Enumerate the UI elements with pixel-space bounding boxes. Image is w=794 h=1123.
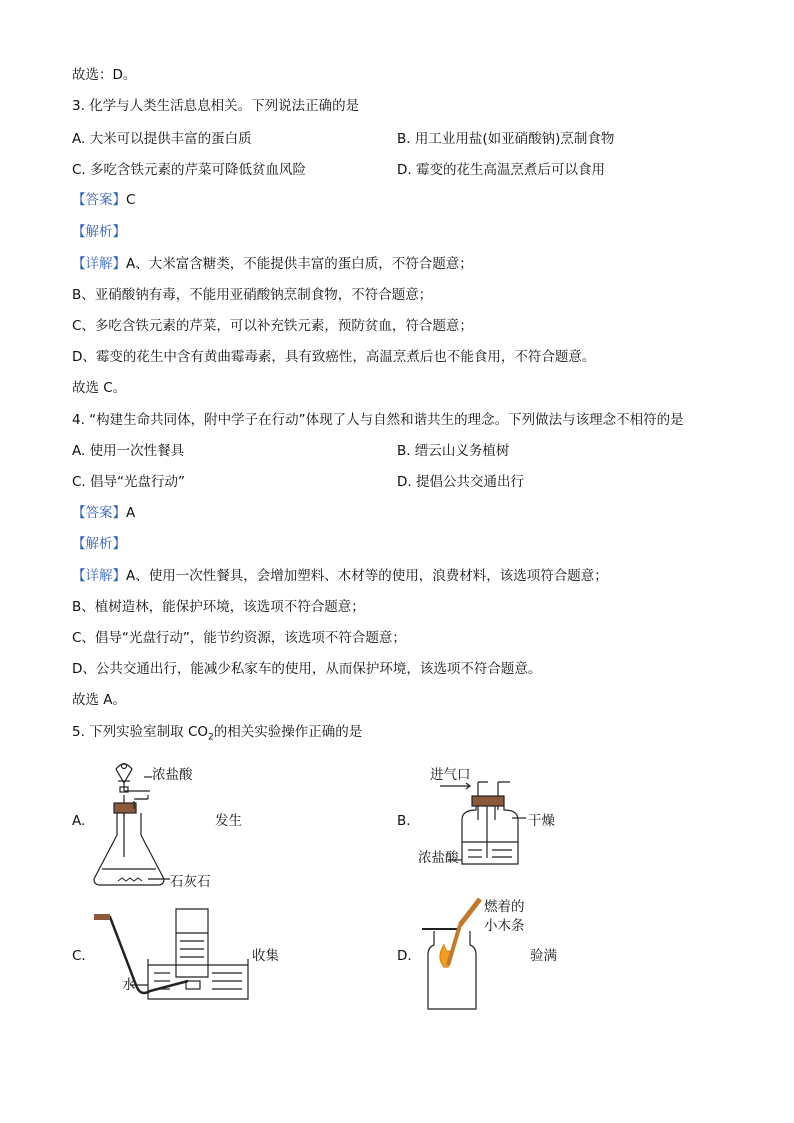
figure-d-label: 验满	[530, 948, 557, 964]
figure-d-stick-label-1: 燃着的	[484, 899, 525, 915]
explain-text: A、大米富含糖类，不能提供丰富的蛋白质，不符合题意；	[126, 256, 473, 272]
answer-tag: 【答案】	[72, 505, 126, 521]
prev-answer-line: 故选：D。	[72, 67, 137, 83]
q4-explain-d: D、公共交通出行，能减少私家车的使用，从而保护环境，该选项不符合题意。	[72, 661, 542, 677]
q3-option-d: D. 霉变的花生高温烹煮后可以食用	[397, 162, 605, 178]
figure-d-bottle-with-stick	[418, 895, 488, 1013]
question-4-stem: 4. “构建生命共同体，附中学子在行动”体现了人与自然和谐共生的理念。下列做法与该理念不相符的是	[72, 412, 684, 428]
detail-tag: 【详解】	[72, 568, 126, 584]
figure-c-label: 收集	[252, 948, 279, 964]
q3-option-b: B. 用工业用盐(如亚硝酸钠)烹制食物	[397, 131, 615, 147]
q5-stem-pre: 5. 下列实验室制取 CO	[72, 724, 209, 740]
q4-option-b: B. 缙云山义务植树	[397, 443, 510, 459]
q4-answer	[72, 504, 135, 522]
q4-option-d: D. 提倡公共交通出行	[397, 474, 524, 490]
figure-a-flask-apparatus	[88, 757, 178, 892]
question-3-stem: 3. 化学与人类生活息息相关。下列说法正确的是	[72, 98, 360, 114]
q5-subscript: 2	[208, 732, 214, 743]
q3-explain-d: D、霉变的花生中含有黄曲霉毒素，具有致癌性，高温烹煮后也不能食用，不符合题意。	[72, 349, 596, 365]
figure-d-stick-label-2: 小木条	[484, 918, 525, 934]
answer-value: A	[126, 505, 136, 521]
figure-d-letter: D.	[397, 948, 412, 964]
detail-tag: 【详解】	[72, 256, 126, 272]
figure-c-water-label: 水	[122, 977, 136, 993]
explain-text: A、使用一次性餐具，会增加塑料、木材等的使用，浪费材料，该选项符合题意；	[126, 568, 608, 584]
q4-explain-c: C、倡导“光盘行动”，能节约资源，该选项不符合题意；	[72, 630, 406, 646]
figure-b-inlet-label: 进气口	[430, 767, 471, 783]
figure-a-label: 发生	[215, 813, 242, 829]
q4-analysis-tag: 【解析】	[72, 536, 126, 552]
figure-b-label: 干燥	[528, 813, 555, 829]
q4-option-a: A. 使用一次性餐具	[72, 443, 185, 459]
figure-b-acid-label: 浓盐酸	[418, 850, 459, 866]
q3-option-a: A. 大米可以提供丰富的蛋白质	[72, 131, 252, 147]
q3-explain-c: C、多吃含铁元素的芹菜，可以补充铁元素，预防贫血，符合题意；	[72, 318, 473, 334]
answer-tag: 【答案】	[72, 192, 126, 208]
figure-b-letter: B.	[397, 813, 411, 829]
figure-a-letter: A.	[72, 813, 86, 829]
figure-b-gas-bottle	[440, 780, 530, 870]
q4-explain-b: B、植树造林，能保护环境，该选项不符合题意；	[72, 599, 365, 615]
q3-analysis-tag: 【解析】	[72, 224, 126, 240]
q3-option-c: C. 多吃含铁元素的芹菜可降低贫血风险	[72, 162, 307, 178]
q4-explain-a	[72, 567, 608, 585]
answer-value: C	[126, 192, 136, 208]
figure-c-water-trough	[90, 905, 252, 1005]
q4-option-c: C. 倡导“光盘行动”	[72, 474, 185, 490]
q3-answer	[72, 191, 135, 209]
q5-stem-post: 的相关实验操作正确的是	[213, 724, 363, 740]
q3-conclusion: 故选 C。	[72, 380, 127, 396]
figure-a-acid-label: 浓盐酸	[152, 767, 193, 783]
q3-explain-b: B、亚硝酸钠有毒，不能用亚硝酸钠烹制食物，不符合题意；	[72, 287, 433, 303]
q4-conclusion: 故选 A。	[72, 692, 127, 708]
question-5-stem	[72, 723, 362, 747]
figure-a-stone-label: 石灰石	[170, 874, 211, 890]
figure-c-letter: C.	[72, 948, 86, 964]
q3-explain-a	[72, 255, 473, 273]
